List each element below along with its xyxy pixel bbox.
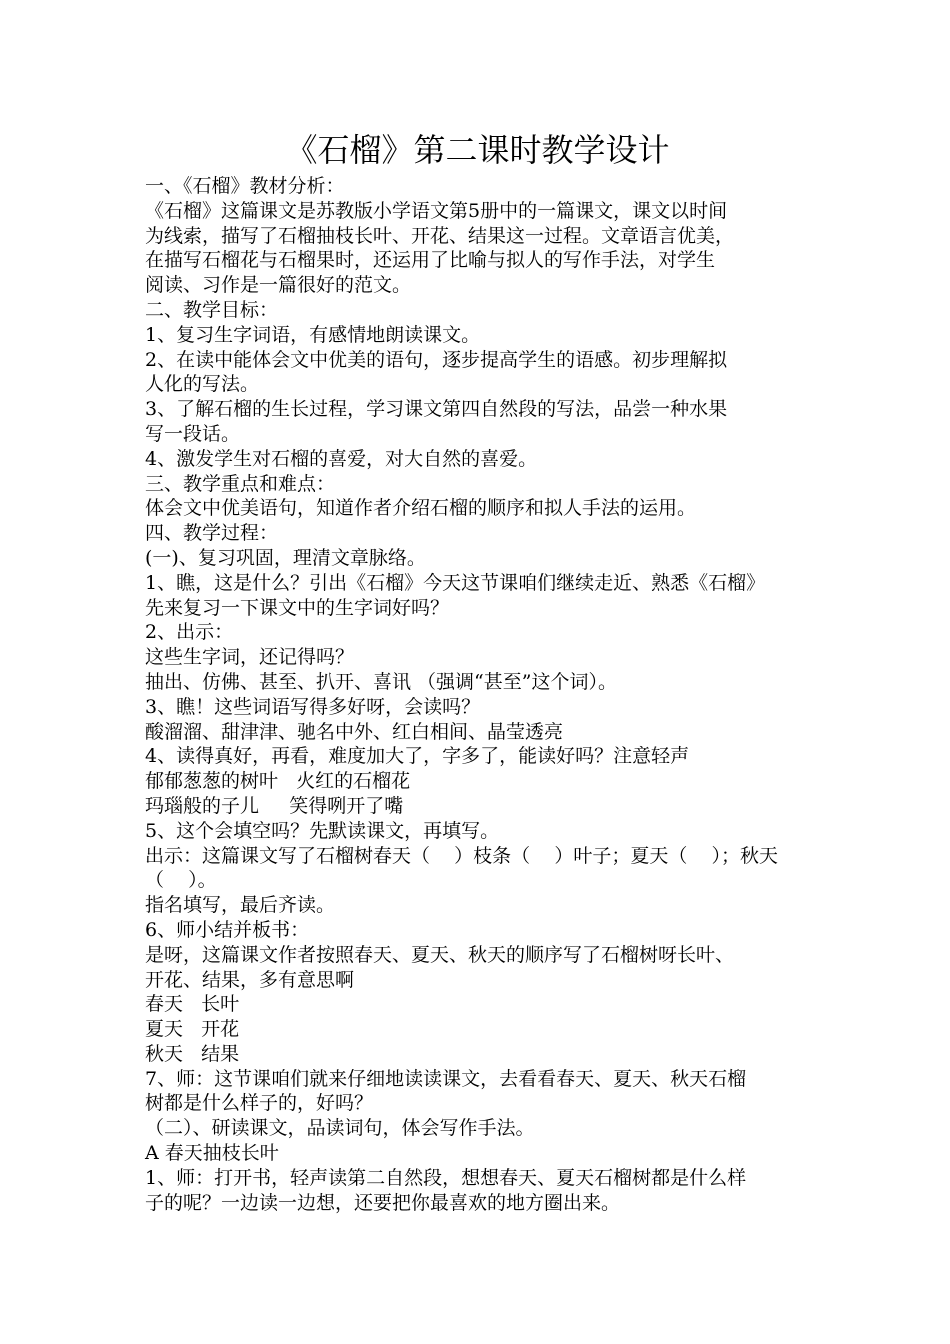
paragraph-line: 开花、结果，多有意思啊 xyxy=(145,968,355,991)
paragraph-line: 1、瞧，这是什么？引出《石榴》今天这节课咱们继续走近、熟悉《石榴》 xyxy=(145,571,766,594)
paragraph-line: 一、《石榴》教材分析： xyxy=(145,175,345,197)
paragraph-line: 玛瑙般的子儿 笑得咧开了嘴 xyxy=(145,794,404,817)
paragraph-line: （ ）。 xyxy=(145,869,217,892)
paragraph-line: 4、激发学生对石榴的喜爱，对大自然的喜爱。 xyxy=(145,447,538,470)
paragraph-line: 二、教学目标： xyxy=(145,298,279,321)
paragraph-line: 郁郁葱葱的树叶 火红的石榴花 xyxy=(145,770,411,793)
paragraph-line: 抽出、仿佛、甚至、扒开、喜讯 （强调“甚至”这个词）。 xyxy=(145,670,617,693)
paragraph-line: 6、师小结并板书： xyxy=(145,918,310,941)
document-body xyxy=(145,174,810,1215)
paragraph-line: 子的呢？一边读一边想，还要把你最喜欢的地方圈出来。 xyxy=(145,1191,621,1214)
paragraph-line: 树都是什么样子的，好吗？ xyxy=(145,1092,374,1115)
paragraph-line: 3、了解石榴的生长过程，学习课文第四自然段的写法，品尝一种水果 xyxy=(145,398,728,421)
document-title: 《石榴》第二课时教学设计 xyxy=(285,131,670,169)
paragraph-line: 这些生字词，还记得吗？ xyxy=(145,646,355,669)
paragraph-line: 是呀，这篇课文作者按照春天、夏天、秋天的顺序写了石榴树呀长叶、 xyxy=(145,943,735,966)
paragraph-line: （二）、研读课文，品读词句，体会写作手法。 xyxy=(145,1117,535,1140)
paragraph-line: 5、这个会填空吗？先默读课文，再填写。 xyxy=(145,819,500,842)
paragraph-line: 3、瞧！这些词语写得多好呀，会读吗？ xyxy=(145,695,481,718)
paragraph-line: 7、师：这节课咱们就来仔细地读读课文，去看看春天、夏天、秋天石榴 xyxy=(145,1067,747,1090)
paragraph-line: 在描写石榴花与石榴果时，还运用了比喻与拟人的写作手法，对学生 xyxy=(145,249,716,272)
paragraph-line: 《石榴》这篇课文是苏教版小学语文第5册中的一篇课文，课文以时间 xyxy=(145,199,728,222)
paragraph-line: 阅读、习作是一篇很好的范文。 xyxy=(145,274,412,297)
paragraph-line: 2、在读中能体会文中优美的语句，逐步提高学生的语感。初步理解拟 xyxy=(145,348,728,371)
paragraph-line: 1、复习生字词语，有感情地朗读课文。 xyxy=(145,323,481,346)
paragraph-line: 1、师：打开书，轻声读第二自然段，想想春天、夏天石榴树都是什么样 xyxy=(145,1166,747,1189)
document-page xyxy=(145,128,810,1215)
paragraph-line: A 春天抽枝长叶 xyxy=(145,1142,279,1165)
paragraph-line: 三、教学重点和难点： xyxy=(145,472,336,495)
paragraph-line: 指名填写，最后齐读。 xyxy=(145,894,336,917)
paragraph-line: 体会文中优美语句，知道作者介绍石榴的顺序和拟人手法的运用。 xyxy=(145,497,697,520)
paragraph-line: 2、出示： xyxy=(145,621,234,644)
paragraph-line: 4、读得真好，再看，难度加大了，字多了，能读好吗？注意轻声 xyxy=(145,745,690,768)
paragraph-line: 写一段话。 xyxy=(145,422,241,445)
paragraph-line: 为线索，描写了石榴抽枝长叶、开花、结果这一过程。文章语言优美， xyxy=(145,224,735,247)
paragraph-line: 秋天 结果 xyxy=(145,1042,240,1065)
paragraph-line: 春天 长叶 xyxy=(145,993,240,1016)
paragraph-line: 酸溜溜、甜津津、驰名中外、红白相间、晶莹透亮 xyxy=(145,720,564,743)
paragraph-line: 四、教学过程： xyxy=(145,522,279,545)
paragraph-line: 夏天 开花 xyxy=(145,1018,240,1041)
paragraph-line: 人化的写法。 xyxy=(145,373,260,396)
paragraph-line: 出示：这篇课文写了石榴树春天（ ）枝条（ ）叶子；夏天（ ）；秋天 xyxy=(145,844,778,867)
paragraph-line: (一)、复习巩固，理清文章脉络。 xyxy=(145,546,426,569)
paragraph-line: 先来复习一下课文中的生字词好吗？ xyxy=(145,596,450,619)
